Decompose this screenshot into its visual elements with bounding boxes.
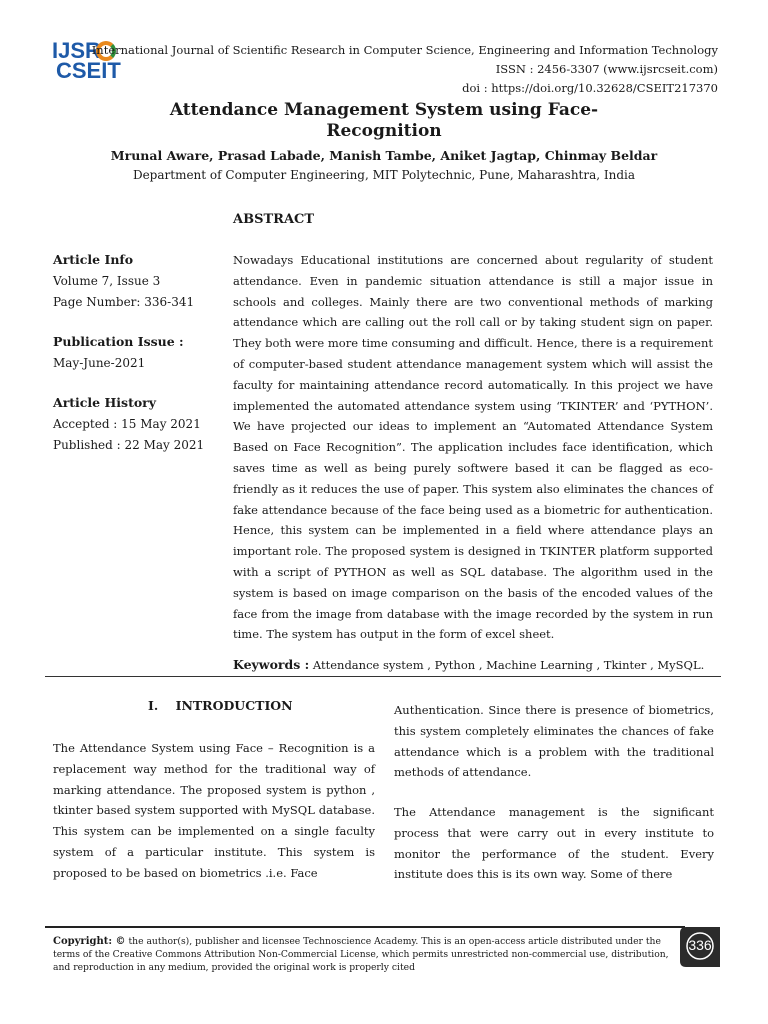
article-info-heading: Article Info bbox=[53, 252, 134, 267]
footer-divider bbox=[45, 926, 685, 928]
introduction-right-paragraph-1: Authentication. Since there is presence of biometrics, this system completely eliminates the chances of fake attendance which is a problem with the traditional methods of attendance. bbox=[394, 703, 714, 780]
paper-department: Department of Computer Engineering, MIT Polytechnic, Pune, Maharashtra, India bbox=[132, 168, 636, 182]
page-number-badge bbox=[680, 925, 720, 967]
page-number: 336 bbox=[688, 937, 712, 953]
introduction-heading: I. INTRODUCTION bbox=[148, 698, 293, 713]
keywords-label: Keywords : bbox=[233, 657, 310, 672]
journal-name: International Journal of Scientific Research in Computer Science, Engineering and Information Technology bbox=[91, 43, 718, 57]
article-pages: Page Number: 336-341 bbox=[53, 295, 195, 309]
abstract-heading: ABSTRACT bbox=[233, 212, 315, 227]
paper-title bbox=[0, 100, 768, 142]
paper-title-line2: Recognition bbox=[326, 121, 442, 141]
section-divider bbox=[45, 676, 721, 677]
abstract-body: Nowadays Educational institutions are concerned about regularity of student attendance. Even in pandemic situation attendance is still a major issue in schools and colleges. Mainly there are two conventional methods of marking attendance which are calling out the roll call or by taking student sign on paper. They both were more time consuming and difficult. Hence, there is a requirement of computer-based student attendance management system which will assist the faculty for maintaining attendance record automatically. In this project we have implemented the automated attendance system using ‘TKINTER’ and ‘PYTHON’. We have projected our ideas to implement an “Automated Attendance System Based on Face Recognition”. The application includes face identification, which saves time as well as being purely softwere based it can be flagged as eco-friendly as it reduces the use of paper. This system also eliminates the chances of fake attendance because of the face being used as a biometric for authentication. Hence, this system can be implemented in a field where attendance plays an important role. The proposed system is designed in TKINTER platform supported with a script of PYTHON as well as SQL database. The algorithm used in the system is based on image comparison on the basis of the encoded values of the face from the image from database with the image recorded by the system in run time. The system has output in the form of excel sheet. bbox=[233, 253, 713, 642]
copyright-notice bbox=[53, 935, 678, 974]
copyright-label: Copyright: © bbox=[53, 936, 126, 947]
keywords-list: Attendance system , Python , Machine Learning , Tkinter , MySQL. bbox=[312, 658, 705, 672]
issn-line: ISSN : 2456-3307 (www.ijsrcseit.com) bbox=[495, 62, 718, 76]
publication-issue-value: May-June-2021 bbox=[53, 356, 146, 370]
article-history-heading: Article History bbox=[53, 395, 157, 410]
logo-line1: IJSR bbox=[52, 38, 101, 63]
keywords-line bbox=[233, 657, 733, 672]
introduction-right-paragraph-2: The Attendance management is the significant process that were carry out in every institute to monitor the performance of the student. Every institute does this is its own way. Some of there bbox=[394, 805, 714, 882]
accepted-date: Accepted : 15 May 2021 bbox=[53, 417, 201, 431]
doi-link[interactable]: doi : https://doi.org/10.32628/CSEIT217370 bbox=[462, 81, 718, 95]
paper-title-line1: Attendance Management System using Face- bbox=[169, 100, 599, 120]
paper-authors: Mrunal Aware, Prasad Labade, Manish Tambe, Aniket Jagtap, Chinmay Beldar bbox=[110, 148, 658, 163]
published-date: Published : 22 May 2021 bbox=[53, 438, 205, 452]
copyright-text: the author(s), publisher and licensee Technoscience Academy. This is an open-access article distributed under the terms of the Creative Commons Attribution Non-Commercial License, which permits unrestricted non-commercial use, distribution, and reproduction in any medium, provided the original work is properly cited bbox=[53, 936, 669, 973]
introduction-left-paragraph: The Attendance System using Face – Recognition is a replacement way method for the traditional way of marking attendance. The proposed system is python , tkinter based system supported with MySQL database. This system can be implemented on a single faculty system of a particular institute. This system is proposed to be based on biometrics .i.e. Face bbox=[53, 741, 375, 880]
publication-issue-heading: Publication Issue : bbox=[53, 334, 184, 349]
article-volume: Volume 7, Issue 3 bbox=[53, 274, 161, 288]
logo-line2: CSEIT bbox=[56, 58, 121, 83]
